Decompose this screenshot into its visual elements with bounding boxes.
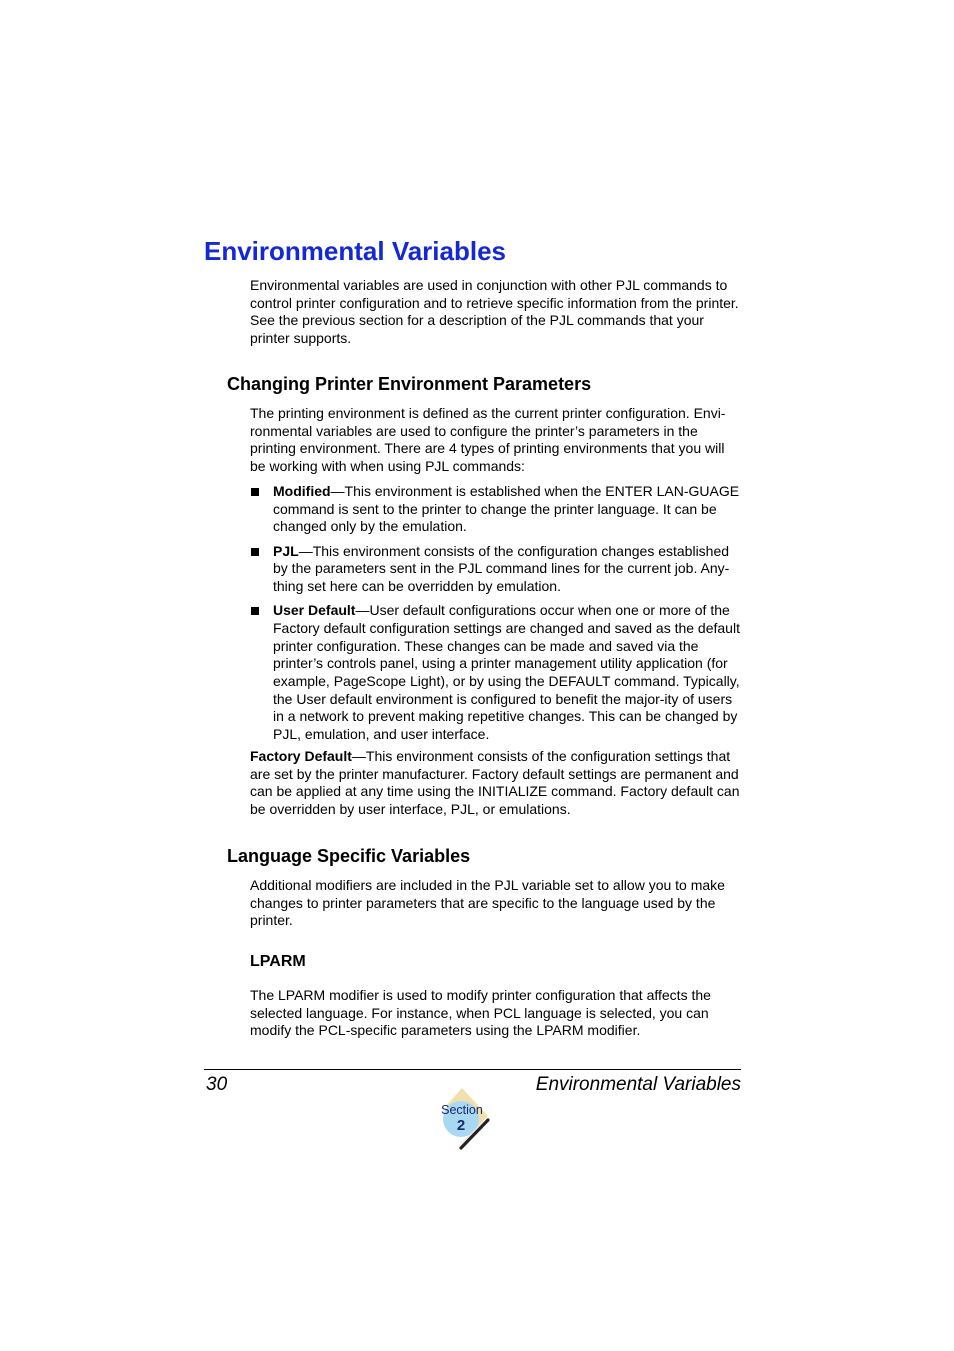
square-bullet-icon bbox=[251, 488, 259, 496]
section-heading-changing: Changing Printer Environment Parameters bbox=[227, 374, 592, 394]
language-paragraph: Additional modifiers are included in the PJL variable set to allow you to make changes to printer parameters that are specific to the language used by the printer. bbox=[250, 877, 725, 929]
factory-default-paragraph bbox=[250, 748, 742, 819]
factory-default-text: —This environment consists of the configuration settings that are set by the printer manufacturer. Factory default settings are permanent and can be applied at any time using the INITIALIZE command. Factory default can be overridden by user interface, PJL, or emulations. bbox=[250, 748, 740, 818]
page-number: 30 bbox=[206, 1074, 228, 1095]
list-item-text: —This environment consists of the configuration changes established by the parameters sent in the PJL command lines for the current job. Any-thing set here can be overridden by emulation. bbox=[273, 542, 730, 595]
list-item-term: Modified bbox=[273, 483, 331, 499]
intro-paragraph: Environmental variables are used in conjunction with other PJL commands to control printer configuration and to retrieve specific information from the printer. See the previous section for a description of the PJL commands that your printer supports. bbox=[250, 277, 739, 347]
badge-number: 2 bbox=[456, 1117, 466, 1134]
section-heading-language: Language Specific Variables bbox=[227, 846, 471, 866]
square-bullet-icon bbox=[251, 548, 259, 556]
environment-list bbox=[250, 483, 742, 750]
page-title: Environmental Variables bbox=[204, 236, 507, 266]
section-badge-icon bbox=[436, 1086, 494, 1150]
list-item-text: —User default configurations occur when one or more of the Factory default configuration settings are changed and saved as the default printer configuration. These changes can be made and saved via the printer’s controls panel, using a printer management utility application (for example, PageScope Light), or by using the DEFAULT command. Typically, the User default environment is configured to benefit the major-ity of users in a network to prevent making repetitive changes. This can be changed by PJL, emulation, and user interface. bbox=[273, 602, 740, 743]
factory-default-term: Factory Default bbox=[250, 748, 352, 764]
list-item-text: —This environment is established when the ENTER LAN-GUAGE command is sent to the printer to change the printer language. It can be changed only by the emulation. bbox=[273, 483, 740, 535]
badge-label: Section bbox=[441, 1103, 483, 1117]
changing-paragraph: The printing environment is defined as the current printer configuration. Envi-ronmental variables are used to configure the printer’s parameters in the printing environment. There are 4 types of printing environments that you will be working with when using PJL commands: bbox=[250, 405, 726, 475]
list-item-term: PJL bbox=[273, 542, 299, 559]
list-item-term: User Default bbox=[273, 602, 356, 619]
footer-chapter-title: Environmental Variables bbox=[535, 1074, 741, 1095]
list-item bbox=[250, 543, 742, 596]
list-item bbox=[250, 602, 742, 744]
lparm-paragraph: The LPARM modifier is used to modify printer configuration that affects the selected language. For instance, when PCL language is selected, you can modify the PCL-specific parameters using the LPARM modifier. bbox=[250, 987, 711, 1039]
square-bullet-icon bbox=[251, 607, 259, 615]
footer-divider bbox=[204, 1069, 741, 1070]
list-item bbox=[250, 483, 742, 536]
subsection-heading-lparm: LPARM bbox=[250, 953, 306, 970]
